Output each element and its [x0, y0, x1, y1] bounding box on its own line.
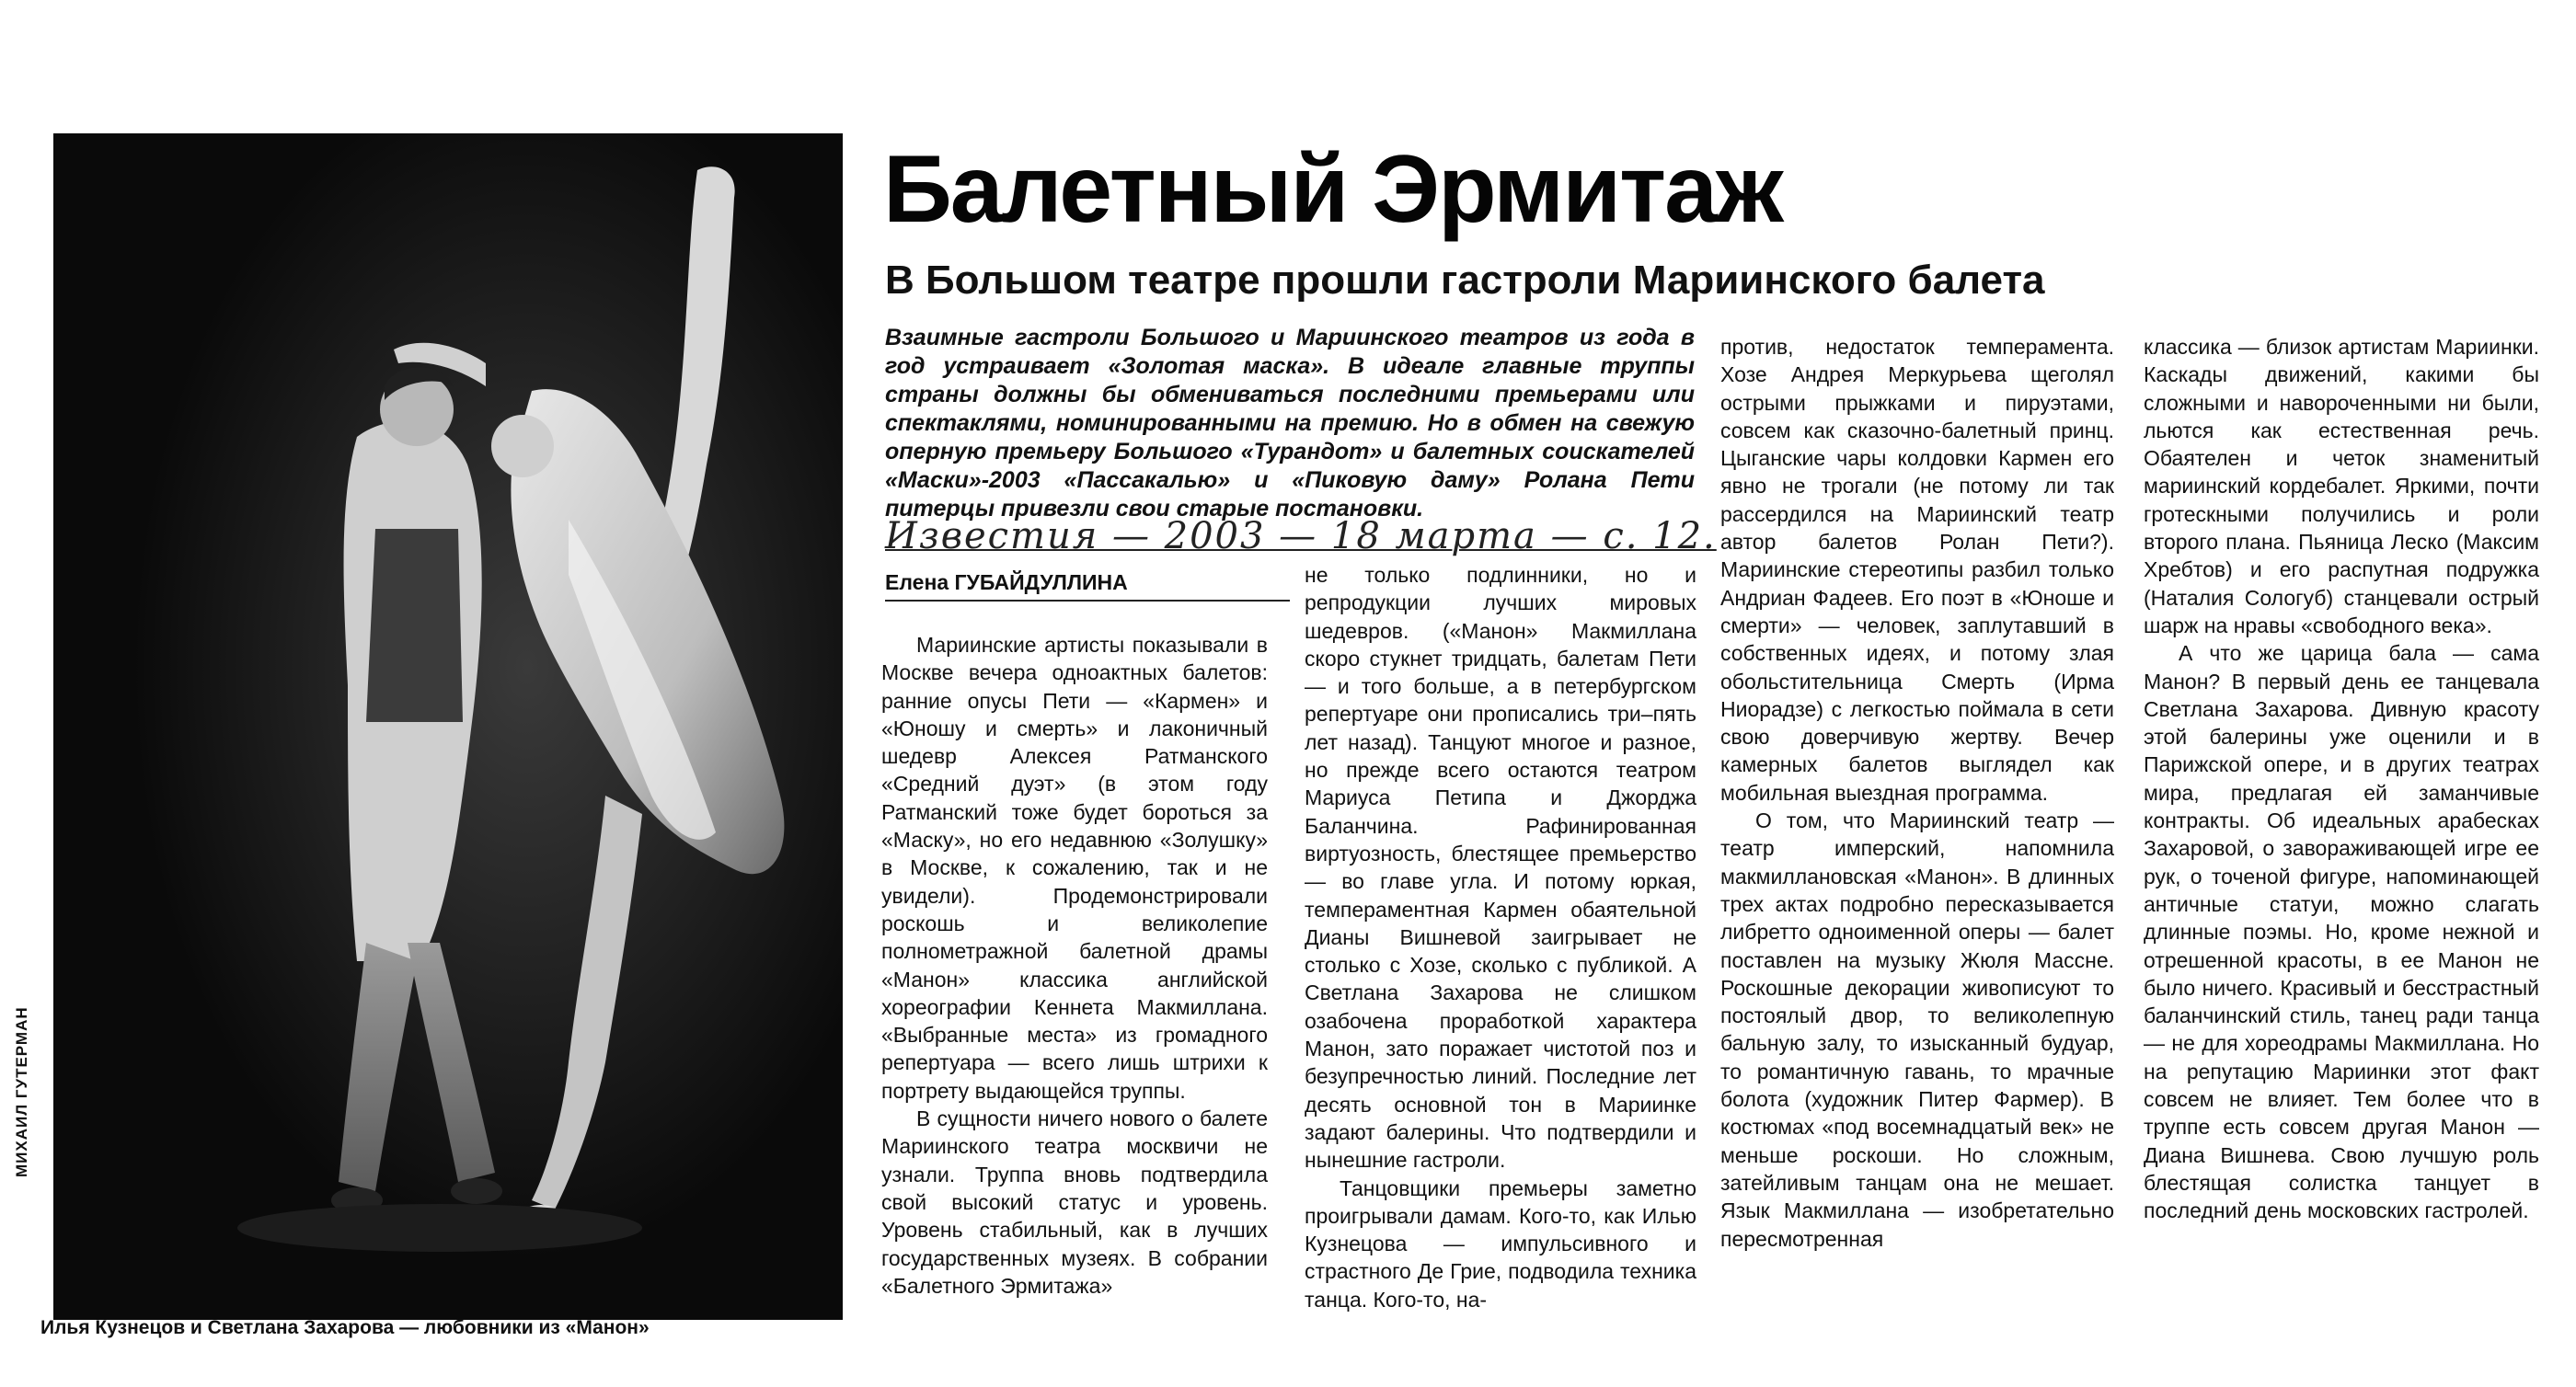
column-paragraph: не только подлинники, но и репродукции лучших мировых шедевров. («Манон» Макмиллана скоро стукнет тридцать, балетам Пети — и того больше, а в петербургском репертуаре они прописались три–пять лет назад). Танцуют многое и разное, но прежде всего остаются театром Мариуса Петипа и Джорджа Баланчина. Рафинированная виртуозность, блестящее премьерство — во главе угла. И потому юркая, темпераментная Кармен обаятельной Дианы Вишневой заигрывает не столько с Хозе, сколько с публикой. А Светлана Захарова не слишком озабочена проработкой характера Манон, зато поражает чистотой поз и безупречностью линий. Последние лет десять основной тон в Мариинке задают балерины. Что подтвердили и нынешние гастроли. — [1305, 563, 1696, 1173]
column-paragraph: Танцовщики премьеры заметно проигрывали дамам. Кого-то, как Илью Кузнецова — импульсивного и страстного Де Грие, подводила техника танца. Кого-то, на- — [1305, 1175, 1696, 1312]
column-paragraph: О том, что Мариинский театр — театр имперский, напомнила макмиллановская «Манон». В длинных трех актах подробно пересказывается либретто одноименной оперы — балет поставлен на музыку Жюля Массне. Роскошные декорации живописуют то постоялый двор, то великолепную бальную залу, то изысканный будуар, то романтичную гавань, то мрачные болота (художник Питер Фармер). В костюмах «под восемнадцатый век» не меньше роскоши. Но сложным, затейливым танцам она не мешает. Язык Макмиллана — изобретательно пересмотренная — [1720, 808, 2114, 1251]
column-paragraph: А что же царица бала — сама Манон? В первый день ее танцевала Светлана Захарова. Дивную красоту этой балерины уже оценили и в Парижской опере, и в других театрах мира, предлагая ей заманчивые контракты. Об идеальных арабесках Захаровой, о завораживающей игре ее рук, о точеной фигуре, напоминающей античные статуи, можно слагать длинные поэмы. Но, кроме нежной и отрешенной красоты, в ее Манон не было ничего. Красивый и бесстрастный баланчинский стиль, танец ради танца — не для хореодрамы Макмиллана. Но на репутацию Мариинки этот факт совсем не влияет. Тем более что в труппе есть совсем другая Манон — Диана Вишнева. Свою лучшую роль блестящая солистка танцует в последний день московских гастролей. — [2144, 641, 2539, 1223]
subheadline: В Большом театре прошли гастроли Мариинского балета — [885, 258, 2045, 303]
column-paragraph: классика — близок артистам Мариинки. Каскады движений, какими бы сложными и навороченными ни были, льются как естественная речь. Обаятелен и четок знаменитый мариинский кордебалет. Яркими, почти гротескными получились и роли второго плана. Пьяница Леско (Максим Хребтов) и его распутная подружка (Наталия Сологуб) станцевали острый шарж на нравы «свободного века». — [2144, 335, 2539, 637]
handwritten-note: Известия — 2003 — 18 марта — с. 12. — [885, 515, 1717, 557]
headline: Балетный Эрмитаж — [883, 136, 1782, 243]
byline-rule — [885, 600, 1290, 602]
author-byline: Елена ГУБАЙДУЛЛИНА — [885, 570, 1128, 594]
article-column-2 — [1305, 561, 1696, 1313]
lead-paragraph: Взаимные гастроли Большого и Мариинского театров из года в год устраивает «Золотая маска». В идеале главные труппы страны должны бы обмениваться последними премьерами или спектаклями, номинированными на премию. Но в обмен на свежую оперную премьеру Большого «Турандот» и балетных соискателей «Маски»-2003 «Пассакалью» и «Пиковую даму» Ролана Пети питерцы привезли свои старые постановки. — [885, 325, 1695, 522]
photo-caption: Илья Кузнецов и Светлана Захарова — любовники из «Манон» — [40, 1317, 650, 1338]
article-column-1 — [881, 631, 1268, 1300]
dancers-photo — [53, 133, 843, 1320]
column-paragraph: против, недостаток темперамента. Хозе Андрея Меркурьева щеголял острыми прыжками и пируэтами, совсем как сказочно-балетный принц. Цыганские чары колдовки Кармен его явно не трогали (не потому ли так рассердился на Мариинский театр автор балетов Ролан Пети?). Мариинские стереотипы разбил только Андриан Фадеев. Его поэт в «Юноше и смерти» — человек, заплутавший в собственных идеях, и потому злая обольстительница Смерть (Ирма Ниорадзе) с легкостью поймала в сети свою доверчивую жертву. Вечер камерных балетов выглядел как мобильная выездная программа. — [1720, 335, 2114, 805]
article-column-3 — [1720, 333, 2114, 1253]
photo-credit: МИХАИЛ ГУТЕРМАН — [13, 1006, 30, 1177]
dancers-illustration — [53, 133, 843, 1320]
column-paragraph: Мариинские артисты показывали в Москве вечера одноактных балетов: ранние опусы Пети — «Кармен» и «Юношу и смерть» и лаконичный шедевр Алексея Ратманского «Средний дуэт» (в этом году Ратманский тоже будет бороться за «Маску», но его недавнюю «Золушку» в Москве, к сожалению, так и не увидели). Продемонстрировали роскошь и великолепие полнометражной балетной драмы «Манон» классика английской хореографии Кеннета Макмиллана. «Выбранные места» из громадного репертуара — всего лишь штрихи к портрету выдающейся труппы. — [881, 633, 1268, 1103]
column-paragraph: В сущности ничего нового о балете Мариинского театра москвичи не узнали. Труппа вновь подтвердила свой высокий статус и уровень. Уровень стабильный, как в лучших государственных музеях. В собрании «Балетного Эрмитажа» — [881, 1106, 1268, 1298]
article-column-4 — [2144, 333, 2539, 1225]
